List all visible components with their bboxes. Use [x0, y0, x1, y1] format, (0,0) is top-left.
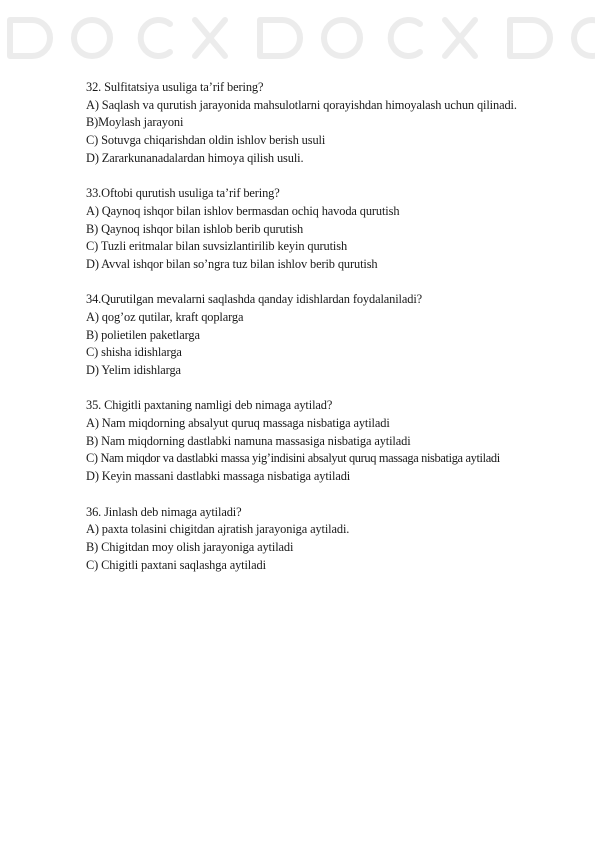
answer-option: C) Sotuvga chiqarishdan oldin ishlov berish usuli [86, 133, 326, 148]
question-block [86, 185, 591, 273]
answer-option: C) Chigitli paxtani saqlashga aytiladi [86, 557, 266, 572]
answer-option: B) Nam miqdorning dastlabki namuna massasiga nisbatiga aytiladi [86, 433, 411, 448]
answer-option: C) Tuzli eritmalar bilan suvsizlantirilib keyin qurutish [86, 239, 348, 254]
answer-option: C) Nam miqdor va dastlabki massa yig’indisini absalyut quruq massaga nisbatiga aytiladi [86, 451, 500, 466]
answer-option: B) polietilen paketlarga [86, 327, 200, 342]
answer-option: D) Yelim idishlarga [86, 363, 181, 377]
answer-option: A) qog’oz qutilar, kraft qoplarga [86, 309, 244, 324]
question-block [86, 79, 591, 167]
answer-option: B)Moylash jarayoni [86, 115, 184, 130]
spacer [86, 167, 591, 185]
question-block [86, 291, 591, 379]
question-text: 35. Chigitli paxtaning namligi deb nimaga aytilad? [86, 398, 333, 413]
question-block [86, 397, 591, 485]
question-text: 32. Sulfitatsiya usuliga ta’rif bering? [86, 80, 264, 94]
document-body [86, 79, 591, 574]
answer-option: D) Avval ishqor bilan so’ngra tuz bilan ishlov berib qurutish [86, 256, 378, 271]
spacer [86, 486, 591, 504]
question-text: 34.Qurutilgan mevalarni saqlashda qanday idishlardan foydalaniladi? [86, 292, 423, 307]
answer-option: D) Keyin massani dastlabki massaga nisbatiga aytiladi [86, 469, 351, 484]
question-text: 36. Jinlash deb nimaga aytiladi? [86, 504, 242, 519]
answer-option: A) Nam miqdorning absalyut quruq massaga nisbatiga aytiladi [86, 416, 390, 431]
answer-option: A) Qaynoq ishqor bilan ishlov bermasdan ochiq havoda qurutish [86, 203, 400, 218]
answer-option: C) shisha idishlarga [86, 345, 182, 360]
answer-option: A) Saqlash va qurutish jarayonida mahsulotlarni qorayishdan himoyalash uchun qilinadi. [86, 97, 517, 112]
answer-option: B) Qaynoq ishqor bilan ishlob berib qurutish [86, 221, 304, 236]
spacer [86, 274, 591, 292]
answer-option: B) Chigitdan moy olish jarayoniga aytiladi [86, 539, 294, 554]
answer-option: A) paxta tolasini chigitdan ajratish jarayoniga aytiladi. [86, 522, 350, 537]
question-text: 33.Oftobi qurutish usuliga ta’rif bering? [86, 186, 280, 201]
question-block [86, 504, 591, 575]
answer-option: D) Zararkunanadalardan himoya qilish usuli. [86, 150, 304, 165]
spacer [86, 380, 591, 398]
